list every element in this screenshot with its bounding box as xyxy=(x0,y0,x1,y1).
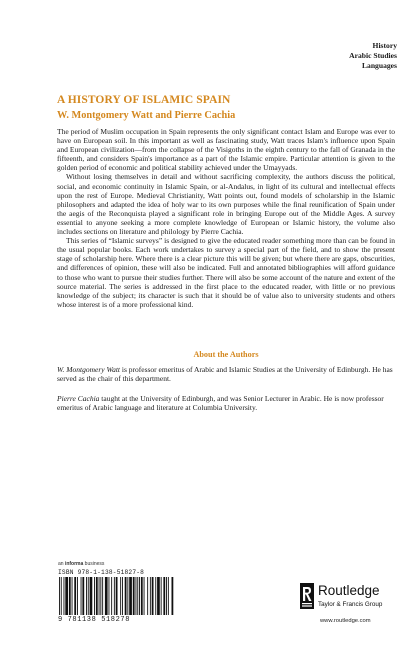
isbn-text: ISBN 978-1-138-51827-8 xyxy=(58,569,145,576)
barcode-bar xyxy=(125,577,127,615)
barcode-bar xyxy=(168,577,169,615)
publisher-name: Routledge xyxy=(318,583,380,598)
barcode-bar xyxy=(152,577,154,615)
barcode-bar xyxy=(65,577,68,615)
author-bio-cachia xyxy=(57,394,395,413)
description-paragraph-3: This series of “Islamic surveys” is designed to give the educated reader something more than can be found in the usual popular books. Each work undertakes to survey a special part of the field, and to show the present stage of scholarship here. Where there is a clear picture this will be given; but where there are gaps, obscurities, and differences of opinion, these will also be indicated. Full and annotated bibliographies will afford guidance to those who want to pursue their studies further. There will also be some account of the nature and extent of the source material. The series is addressed in the first place to the educated reader, with little or no previous knowledge of the subject; its character is such that it should be of value also to university students and others whose interest is of a more professional kind. xyxy=(57,236,395,309)
author-name-cachia: Pierre Cachia xyxy=(57,394,100,403)
author-bio-watt xyxy=(57,365,395,384)
publisher-website: www.routledge.com xyxy=(320,618,371,624)
informa-business-label xyxy=(58,561,178,567)
barcode-bar xyxy=(111,577,112,615)
barcode-bar xyxy=(109,577,110,615)
description-paragraph-1: The period of Muslim occupation in Spain represents the only significant contact Islam and Europe was ever to have on European soil. In this important as well as fascinating study, Watt traces Islam's influence upon Spain and European civilization—from the collapse of the Visigoths in the eighth century to the fall of Granada in the fifteenth, and considers Spain's importance as a part of the Islamic empire. Particular attention is given to the golden period of economic and political stability achieved under the Umayyads. xyxy=(57,127,395,173)
book-description xyxy=(57,127,395,309)
barcode-bar xyxy=(64,577,65,615)
book-title: A HISTORY OF ISLAMIC SPAIN xyxy=(57,94,231,106)
author-bio-watt-text: is professor emeritus of Arabic and Islamic Studies at the University of Edinburgh. He has served as the chair of this department. xyxy=(57,365,393,384)
barcode-bar xyxy=(166,577,167,615)
barcode-bar xyxy=(102,577,103,615)
barcode-block xyxy=(58,561,178,624)
barcode-bar xyxy=(86,577,87,615)
barcode-bar xyxy=(147,577,148,615)
about-authors-heading: About the Authors xyxy=(193,350,259,359)
barcode-bar xyxy=(161,577,162,615)
barcode-bar xyxy=(144,577,145,615)
barcode-bar xyxy=(127,577,128,615)
barcode-bar xyxy=(122,577,123,615)
publisher-group: Taylor & Francis Group xyxy=(318,601,383,608)
barcode-bar xyxy=(129,577,132,615)
barcode-bar xyxy=(172,577,174,615)
barcode-bar xyxy=(150,577,151,615)
barcode-bar xyxy=(157,577,160,615)
barcode-bar xyxy=(133,577,135,615)
barcode-bar xyxy=(59,577,60,615)
barcode-bar xyxy=(136,577,137,615)
barcode-bar xyxy=(120,577,121,615)
barcode-bar xyxy=(100,577,101,615)
barcode-bar xyxy=(61,577,62,615)
barcode-bar xyxy=(90,577,93,615)
barcode-bar xyxy=(105,577,108,615)
barcode-bar xyxy=(88,577,89,615)
book-authors: W. Montgomery Watt and Pierre Cachia xyxy=(57,110,236,121)
barcode-bar xyxy=(141,577,143,615)
barcode-bar xyxy=(81,577,82,615)
routledge-mark-icon xyxy=(300,583,314,609)
barcode-bar xyxy=(139,577,140,615)
barcode-image xyxy=(58,577,176,615)
barcode-bar xyxy=(74,577,76,615)
informa-suffix: business xyxy=(83,561,105,567)
barcode-bar xyxy=(163,577,165,615)
barcode-bar xyxy=(96,577,98,615)
barcode-number: 9 781138 518278 xyxy=(58,616,131,624)
barcode-bar xyxy=(114,577,115,615)
description-paragraph-2: Without losing themselves in detail and without sacrificing complexity, the authors discuss the political, social, and economic continuity in Islamic Spain, or al-Andalus, in light of its cultural and intellectual effects upon the rest of Europe. Medieval Christianity, Watt points out, found models of scholarship in the Islamic philosophers and adapted the idea of holy war to its own purposes while the final reunification of Spain under the aegis of the Reconquista played a significant role in bringing Europe out of the Middle Ages. A survey essential to anyone seeking a more complete knowledge of European or Islamic history, the volume also includes sections on literature and philology by Pierre Cachia. xyxy=(57,172,395,237)
barcode-bar xyxy=(99,577,100,615)
barcode-bar xyxy=(82,577,84,615)
author-bio-cachia-text: taught at the University of Edinburgh, and was Senior Lecturer in Arabic. He is now professor emeritus of Arabic language and literature at Columbia University. xyxy=(57,394,384,413)
barcode-bar xyxy=(94,577,95,615)
barcode-bar xyxy=(155,577,156,615)
author-name-watt: W. Montgomery Watt xyxy=(57,365,120,374)
barcode-bar xyxy=(116,577,118,615)
subject-categories xyxy=(349,41,397,71)
informa-prefix: an xyxy=(58,561,65,567)
barcode-bar xyxy=(69,577,71,615)
subject-history: History xyxy=(372,41,397,50)
subject-languages: Languages xyxy=(361,61,397,70)
informa-brand: informa xyxy=(64,561,84,567)
subject-arabic-studies: Arabic Studies xyxy=(349,51,397,60)
barcode-bar xyxy=(72,577,73,615)
barcode-bar xyxy=(77,577,78,615)
barcode-bar xyxy=(137,577,138,615)
